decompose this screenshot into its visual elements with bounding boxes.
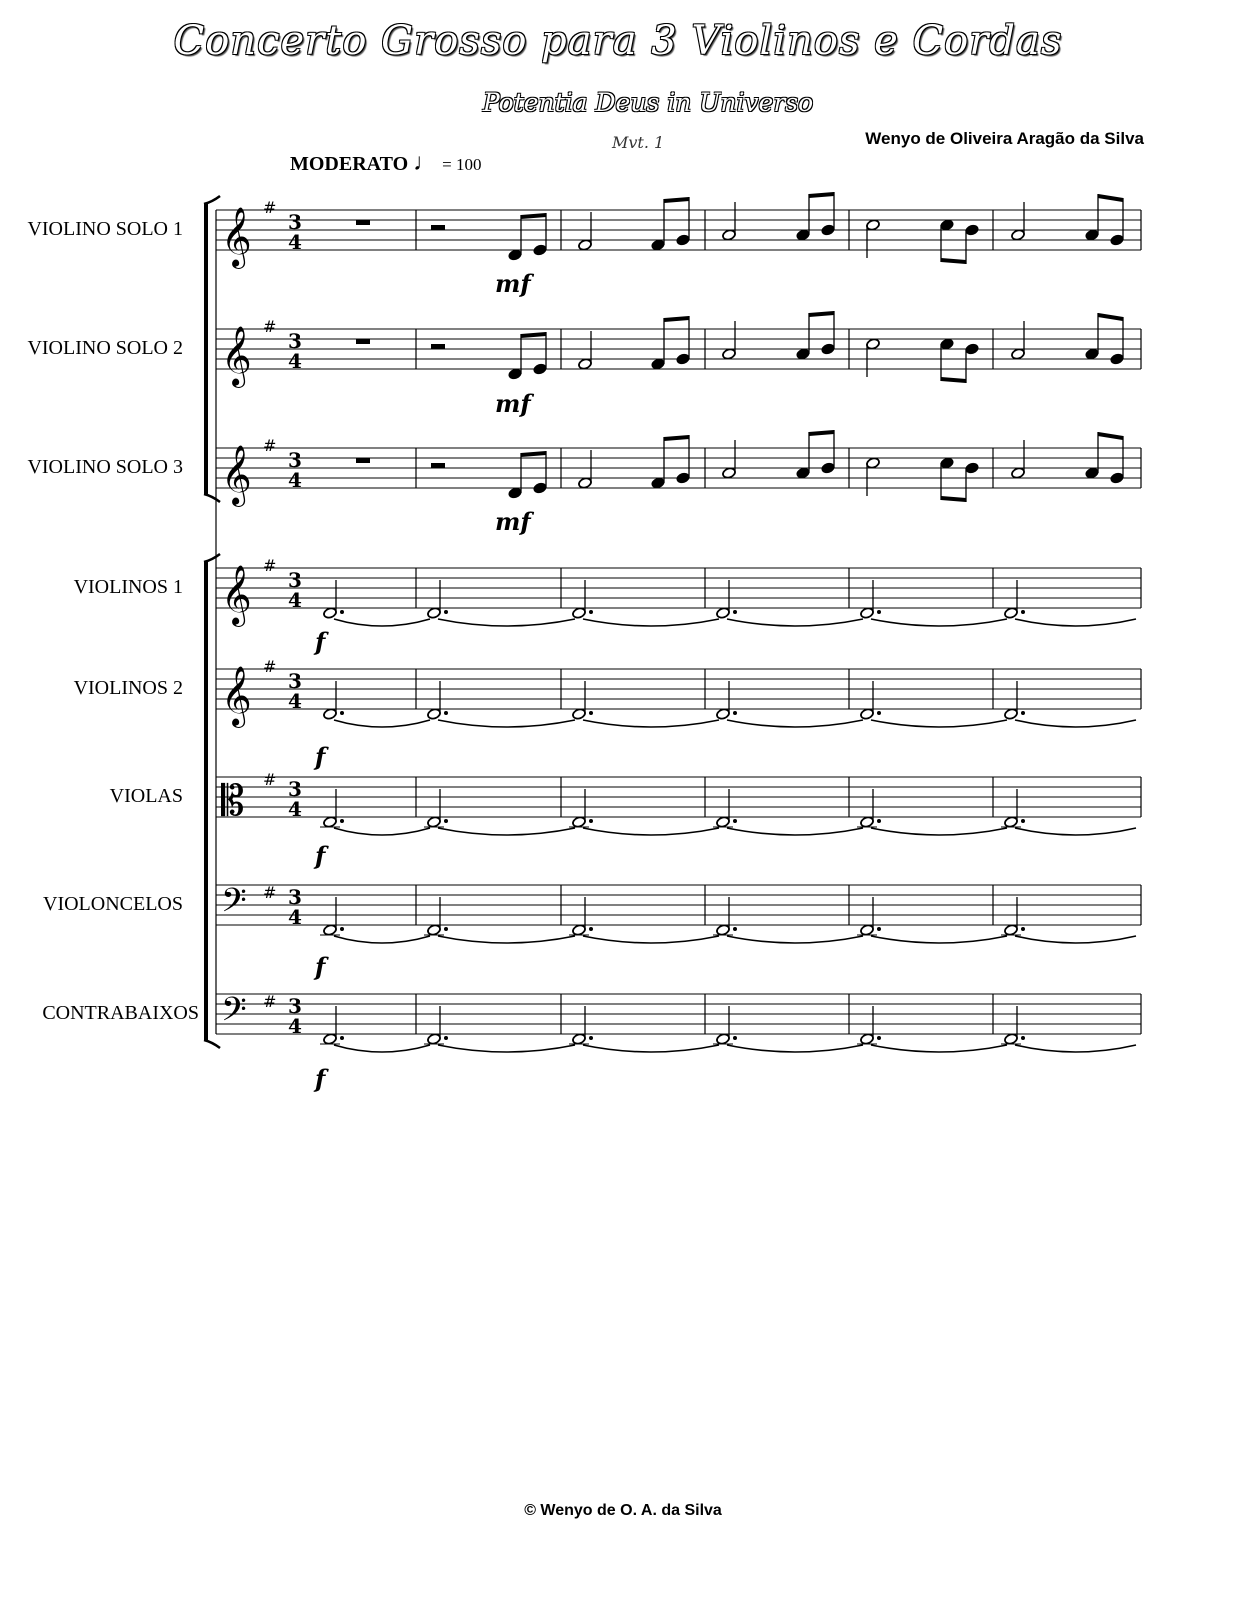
tie <box>1015 720 1136 727</box>
tie <box>334 1045 430 1052</box>
note-head-open <box>722 229 737 242</box>
note-head-filled <box>1110 472 1125 485</box>
note-head-filled <box>796 467 811 480</box>
sharp-icon: # <box>263 317 277 336</box>
augmentation-dot <box>589 1036 593 1040</box>
time-signature-unit: 4 <box>288 588 302 612</box>
note-head-open <box>860 708 875 721</box>
sharp-icon: # <box>263 198 277 217</box>
note-head-open <box>572 816 587 829</box>
clefs-group <box>221 198 302 1038</box>
augmentation-dot <box>340 711 344 715</box>
note-head-filled <box>1085 229 1100 242</box>
note-head-open <box>866 457 881 470</box>
time-signature-beats: 3 <box>288 329 302 353</box>
dynamic-f: f <box>315 627 326 656</box>
augmentation-dot <box>340 1036 344 1040</box>
notes-group <box>320 192 1136 1052</box>
note-head-open <box>323 816 338 829</box>
sharp-icon: # <box>263 556 277 575</box>
augmentation-dot <box>1021 819 1025 823</box>
score-title: Concerto Grosso para 3 Violinos e Cordas <box>173 18 1063 64</box>
instrument-label-violino-solo-2: VIOLINO SOLO 2 <box>27 337 183 359</box>
note-head-filled <box>651 239 666 252</box>
beam <box>809 432 834 434</box>
quarter-note-icon: ♩ <box>413 150 438 176</box>
tie <box>583 828 719 835</box>
note-head-open <box>722 348 737 361</box>
note-head-open <box>572 1033 587 1046</box>
dynamic-f: f <box>315 742 326 771</box>
dynamic-mf: mf <box>495 507 531 536</box>
beam <box>1098 434 1123 438</box>
note-head-open <box>572 607 587 620</box>
note-head-open <box>427 607 442 620</box>
clef-treble: 𝄞 <box>221 445 252 505</box>
tie <box>583 936 719 943</box>
time-signature-unit: 4 <box>288 689 302 713</box>
note-head-filled <box>821 343 836 356</box>
clef-alto: 𝄡 <box>221 776 245 825</box>
whole-rest <box>356 458 370 463</box>
half-rest <box>431 463 445 468</box>
note-head-open <box>1004 1033 1019 1046</box>
note-head-open <box>427 816 442 829</box>
note-head-open <box>323 607 338 620</box>
augmentation-dot <box>444 610 448 614</box>
augmentation-dot <box>733 610 737 614</box>
note-head-filled <box>940 338 955 351</box>
note-head-open <box>716 708 731 721</box>
note-head-open <box>427 1033 442 1046</box>
note-head-filled <box>965 224 980 237</box>
tie <box>583 720 719 727</box>
tie <box>727 619 863 626</box>
tie <box>334 936 430 943</box>
augmentation-dot <box>444 711 448 715</box>
augmentation-dot <box>340 819 344 823</box>
note-head-filled <box>533 363 548 376</box>
beam <box>1098 196 1123 200</box>
clef-treble: 𝄞 <box>221 565 252 625</box>
augmentation-dot <box>877 927 881 931</box>
bracket-top <box>204 554 220 562</box>
dynamic-f: f <box>315 1064 326 1093</box>
note-head-open <box>860 924 875 937</box>
note-head-filled <box>676 472 691 485</box>
augmentation-dot <box>877 819 881 823</box>
time-signature-unit: 4 <box>288 468 302 492</box>
instrument-label-violoncelos: VIOLONCELOS <box>43 893 183 915</box>
whole-rest <box>356 220 370 225</box>
instrument-label-contrabaixos: CONTRABAIXOS <box>42 1002 199 1024</box>
note-head-filled <box>676 353 691 366</box>
augmentation-dot <box>340 927 344 931</box>
tie <box>871 828 1007 835</box>
tie <box>1015 1045 1136 1052</box>
beam <box>941 379 966 381</box>
beam <box>1098 315 1123 319</box>
note-head-filled <box>651 477 666 490</box>
half-rest <box>431 225 445 230</box>
score-subtitle: Potentia Deus in Universo <box>482 88 814 117</box>
time-signature-unit: 4 <box>288 230 302 254</box>
time-signature-unit: 4 <box>288 905 302 929</box>
note-head-filled <box>508 487 523 500</box>
note-head-open <box>1004 816 1019 829</box>
note-head-open <box>1011 348 1026 361</box>
note-head-filled <box>940 219 955 232</box>
tie <box>438 828 575 835</box>
note-head-filled <box>796 348 811 361</box>
time-signature-unit: 4 <box>288 349 302 373</box>
dynamic-mf: mf <box>495 269 531 298</box>
note-head-filled <box>508 368 523 381</box>
copyright-notice: © Wenyo de O. A. da Silva <box>524 1502 722 1519</box>
note-head-filled <box>940 457 955 470</box>
tie <box>871 936 1007 943</box>
note-head-open <box>1011 229 1026 242</box>
bracket-top <box>204 196 220 204</box>
time-signature-beats: 3 <box>288 777 302 801</box>
time-signature-unit: 4 <box>288 797 302 821</box>
clef-treble: 𝄞 <box>221 207 252 267</box>
augmentation-dot <box>589 819 593 823</box>
note-head-filled <box>651 358 666 371</box>
clef-treble: 𝄞 <box>221 326 252 386</box>
note-head-filled <box>796 229 811 242</box>
tempo-text: MODERATO <box>290 153 409 175</box>
augmentation-dot <box>733 927 737 931</box>
time-signature-beats: 3 <box>288 210 302 234</box>
beam <box>941 498 966 500</box>
barlines-group <box>216 210 1141 1034</box>
tie <box>1015 828 1136 835</box>
tie <box>438 1045 575 1052</box>
augmentation-dot <box>589 610 593 614</box>
tie <box>727 1045 863 1052</box>
movement-label: Mvt. 1 <box>612 133 665 152</box>
beam <box>521 334 546 336</box>
beam <box>521 215 546 217</box>
time-signature-beats: 3 <box>288 448 302 472</box>
augmentation-dot <box>733 711 737 715</box>
augmentation-dot <box>444 1036 448 1040</box>
staff-lines-group <box>216 210 1141 1034</box>
note-head-open <box>716 816 731 829</box>
tie <box>334 619 430 626</box>
note-head-filled <box>676 234 691 247</box>
dynamics-group <box>313 269 534 1093</box>
clef-bass: 𝄢 <box>221 882 247 928</box>
beam <box>941 260 966 262</box>
bracket-group <box>204 196 220 1048</box>
tie <box>438 619 575 626</box>
bracket-bottom <box>204 1040 220 1048</box>
tie <box>583 619 719 626</box>
beam <box>664 318 689 320</box>
note-head-open <box>860 607 875 620</box>
time-signature-unit: 4 <box>288 1014 302 1038</box>
tie <box>334 828 430 835</box>
dynamic-f: f <box>315 952 326 981</box>
note-head-open <box>572 708 587 721</box>
instrument-label-violinos-1: VIOLINOS 1 <box>73 576 183 598</box>
note-head-filled <box>1110 234 1125 247</box>
note-head-filled <box>821 224 836 237</box>
clef-bass: 𝄢 <box>221 991 247 1037</box>
tempo-bpm: = 100 <box>442 155 482 174</box>
note-head-open <box>1004 924 1019 937</box>
tie <box>1015 936 1136 943</box>
time-signature-beats: 3 <box>288 885 302 909</box>
note-head-filled <box>965 462 980 475</box>
note-head-open <box>866 338 881 351</box>
instrument-label-violas: VIOLAS <box>109 785 183 807</box>
note-head-filled <box>1085 467 1100 480</box>
sharp-icon: # <box>263 770 277 789</box>
augmentation-dot <box>877 711 881 715</box>
augmentation-dot <box>877 610 881 614</box>
augmentation-dot <box>1021 1036 1025 1040</box>
note-head-filled <box>965 343 980 356</box>
note-head-open <box>427 708 442 721</box>
sharp-icon: # <box>263 992 277 1011</box>
instrument-label-violinos-2: VIOLINOS 2 <box>73 677 183 699</box>
note-head-open <box>323 924 338 937</box>
augmentation-dot <box>340 610 344 614</box>
tie <box>727 828 863 835</box>
half-rest <box>431 344 445 349</box>
tie <box>583 1045 719 1052</box>
note-head-open <box>716 924 731 937</box>
note-head-open <box>578 239 593 252</box>
tie <box>727 936 863 943</box>
sharp-icon: # <box>263 657 277 676</box>
time-signature-beats: 3 <box>288 568 302 592</box>
note-head-open <box>578 358 593 371</box>
augmentation-dot <box>589 927 593 931</box>
beam <box>521 453 546 455</box>
note-head-open <box>860 816 875 829</box>
beam <box>664 437 689 439</box>
instrument-label-violino-solo-1: VIOLINO SOLO 1 <box>27 218 183 240</box>
augmentation-dot <box>444 819 448 823</box>
note-head-open <box>427 924 442 937</box>
note-head-filled <box>533 482 548 495</box>
note-head-open <box>1004 607 1019 620</box>
sharp-icon: # <box>263 883 277 902</box>
note-head-filled <box>508 249 523 262</box>
time-signature-beats: 3 <box>288 994 302 1018</box>
dynamic-f: f <box>315 841 326 870</box>
augmentation-dot <box>733 819 737 823</box>
note-head-open <box>572 924 587 937</box>
beam <box>809 313 834 315</box>
note-head-open <box>860 1033 875 1046</box>
note-head-filled <box>821 462 836 475</box>
composer-name: Wenyo de Oliveira Aragão da Silva <box>865 129 1144 148</box>
whole-rest <box>356 339 370 344</box>
note-head-filled <box>1110 353 1125 366</box>
augmentation-dot <box>1021 711 1025 715</box>
dynamic-mf: mf <box>495 389 531 418</box>
note-head-open <box>578 477 593 490</box>
beam <box>664 199 689 201</box>
bracket-bottom <box>204 494 220 502</box>
note-head-open <box>1011 467 1026 480</box>
beam <box>809 194 834 196</box>
augmentation-dot <box>877 1036 881 1040</box>
augmentation-dot <box>444 927 448 931</box>
note-head-open <box>716 607 731 620</box>
tie <box>334 720 430 727</box>
note-head-open <box>866 219 881 232</box>
augmentation-dot <box>1021 927 1025 931</box>
tie <box>871 1045 1007 1052</box>
tie <box>871 619 1007 626</box>
note-head-open <box>722 467 737 480</box>
tie <box>438 720 575 727</box>
clef-treble: 𝄞 <box>221 666 252 726</box>
note-head-open <box>716 1033 731 1046</box>
augmentation-dot <box>733 1036 737 1040</box>
augmentation-dot <box>589 711 593 715</box>
note-head-open <box>1004 708 1019 721</box>
instrument-label-violino-solo-3: VIOLINO SOLO 3 <box>27 456 183 478</box>
note-head-filled <box>1085 348 1100 361</box>
sharp-icon: # <box>263 436 277 455</box>
tie <box>1015 619 1136 626</box>
tie <box>871 720 1007 727</box>
note-head-filled <box>533 244 548 257</box>
tie <box>727 720 863 727</box>
time-signature-beats: 3 <box>288 669 302 693</box>
tie <box>438 936 575 943</box>
note-head-open <box>323 708 338 721</box>
augmentation-dot <box>1021 610 1025 614</box>
note-head-open <box>323 1033 338 1046</box>
